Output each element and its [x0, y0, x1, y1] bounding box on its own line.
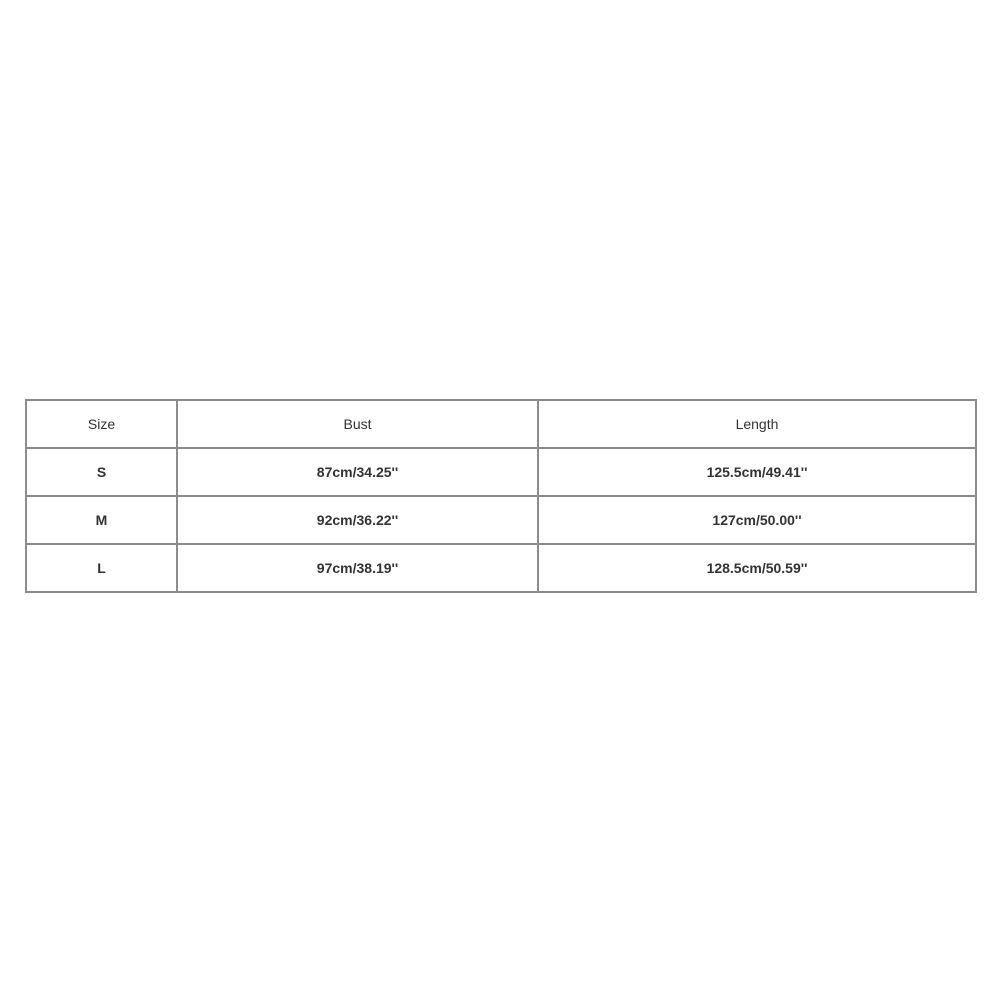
table-row	[26, 448, 976, 496]
cell-size: S	[26, 448, 177, 496]
size-chart-table	[25, 399, 977, 593]
cell-length: 128.5cm/50.59''	[538, 544, 976, 592]
cell-length: 127cm/50.00''	[538, 496, 976, 544]
cell-length: 125.5cm/49.41''	[538, 448, 976, 496]
header-length: Length	[538, 400, 976, 448]
cell-bust: 92cm/36.22''	[177, 496, 538, 544]
table-row	[26, 496, 976, 544]
header-size: Size	[26, 400, 177, 448]
cell-size: M	[26, 496, 177, 544]
cell-bust: 97cm/38.19''	[177, 544, 538, 592]
cell-bust: 87cm/34.25''	[177, 448, 538, 496]
cell-size: L	[26, 544, 177, 592]
table-row	[26, 544, 976, 592]
header-bust: Bust	[177, 400, 538, 448]
table-header-row	[26, 400, 976, 448]
